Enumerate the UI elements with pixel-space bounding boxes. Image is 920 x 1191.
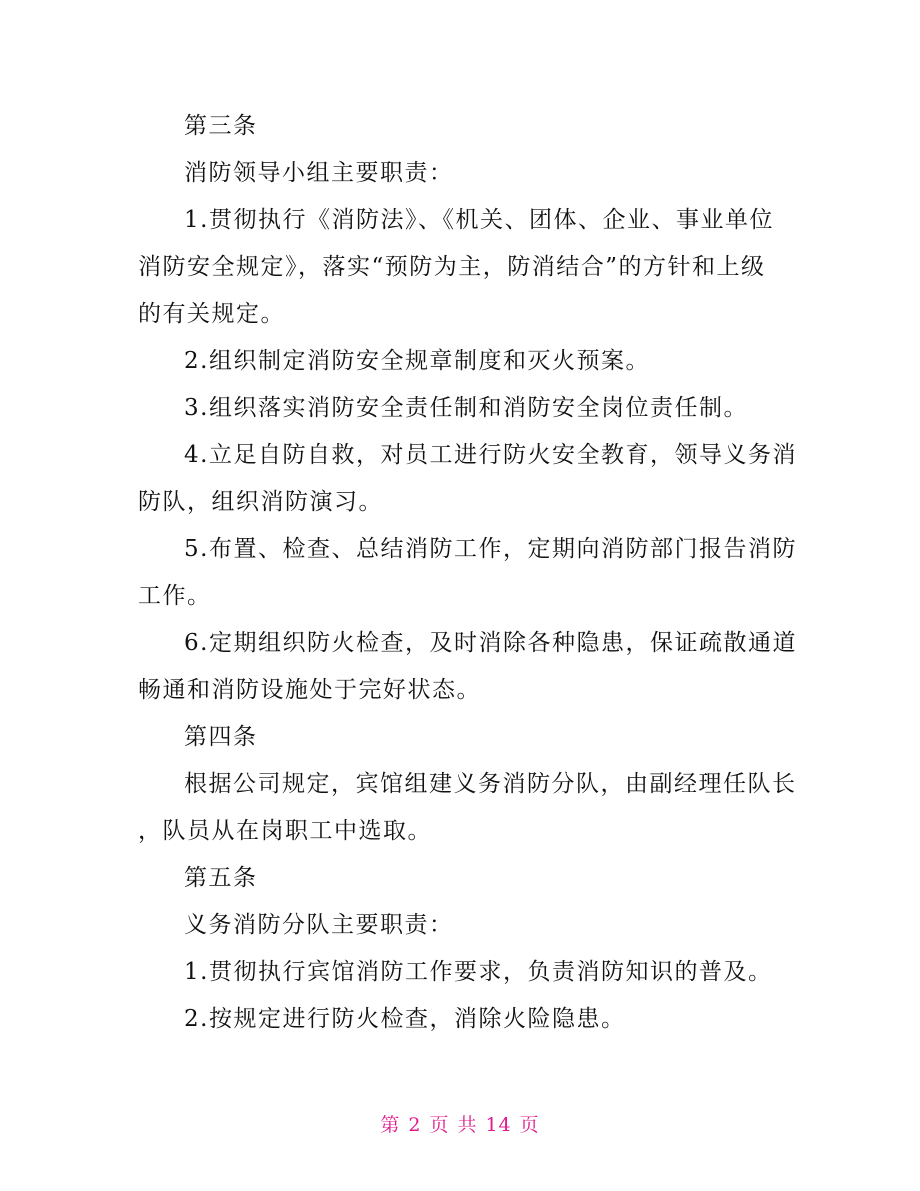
paragraph-line: 的有关规定。 <box>138 301 285 327</box>
total-unit: 页 <box>519 1114 540 1136</box>
article-3-heading: 第三条 <box>184 113 258 139</box>
paragraph-line: 3.组织落实消防安全责任制和消防安全岗位责任制。 <box>184 395 748 421</box>
article-5-heading: 第五条 <box>184 865 258 891</box>
paragraph-line: 2.按规定进行防火检查，消除火险隐患。 <box>184 1006 626 1032</box>
paragraph-line: 防队，组织消防演习。 <box>138 489 383 515</box>
paragraph-line: 5.布置、检查、总结消防工作，定期向消防部门报告消防 <box>184 536 797 562</box>
paragraph-line: 消防安全规定》，落实“预防为主，防消结合”的方针和上级 <box>138 254 766 280</box>
page-footer <box>0 1112 920 1138</box>
paragraph-line: 1.贯彻执行《消防法》、《机关、团体、企业、事业单位 <box>184 207 774 233</box>
leadership-duties-title: 消防领导小组主要职责： <box>184 160 454 186</box>
page-unit: 页 <box>429 1114 450 1136</box>
total-pages-number: 14 <box>485 1114 512 1136</box>
paragraph-line: 4.立足自防自救，对员工进行防火安全教育，领导义务消 <box>184 442 797 468</box>
total-label: 共 <box>457 1114 478 1136</box>
current-page-number: 2 <box>408 1114 422 1136</box>
paragraph-line: ，队员从在岗职工中选取。 <box>138 818 432 844</box>
paragraph-line: 1.贯彻执行宾馆消防工作要求，负责消防知识的普及。 <box>184 959 773 985</box>
paragraph-line: 2.组织制定消防安全规章制度和灭火预案。 <box>184 348 650 374</box>
paragraph-line: 畅通和消防设施处于完好状态。 <box>138 677 481 703</box>
volunteer-duties-title: 义务消防分队主要职责： <box>184 912 454 938</box>
document-body <box>138 103 797 1043</box>
paragraph-line: 工作。 <box>138 583 212 609</box>
article-4-heading: 第四条 <box>184 724 258 750</box>
paragraph-line: 根据公司规定，宾馆组建义务消防分队，由副经理任队长 <box>184 771 797 797</box>
page-label: 第 <box>380 1114 401 1136</box>
paragraph-line: 6.定期组织防火检查，及时消除各种隐患，保证疏散通道 <box>184 630 797 656</box>
